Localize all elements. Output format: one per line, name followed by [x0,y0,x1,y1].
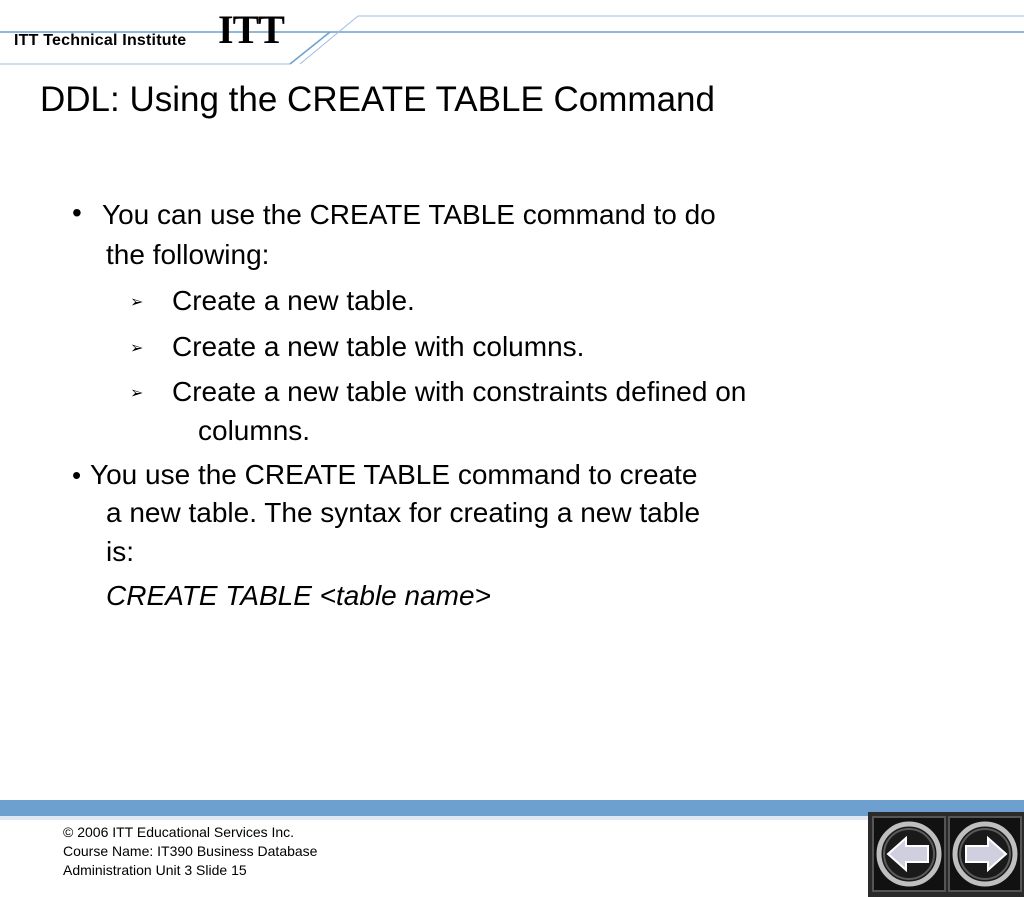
arrow-bullet-icon: ➢ [130,340,144,357]
sub-item-3: Create a new table with constraints defined on [172,376,747,407]
institute-name: ITT Technical Institute [14,32,187,49]
sub-item-1: Create a new table. [172,285,415,316]
copyright-text: © 2006 ITT Educational Services Inc. [63,824,295,840]
syntax-example: CREATE TABLE <table name> [106,580,491,611]
slide-footer [63,823,317,880]
bullet-dot: • [72,197,82,228]
sub-item-3-continued: columns. [198,415,311,446]
bullet2-line1: You use the CREATE TABLE command to create [90,459,698,490]
bullet-dot: • [72,460,82,490]
course-name: Course Name: IT390 Business Database [63,843,318,859]
bullet1-line2: the following: [106,239,270,270]
arrow-bullet-icon: ➢ [130,294,144,311]
unit-slide-number: Administration Unit 3 Slide 15 [63,862,247,878]
slide-title: DDL: Using the CREATE TABLE Command [40,80,715,119]
itt-logo: ITT [218,7,284,52]
arrow-right-icon [950,818,1020,890]
slide-navigation [868,812,1024,897]
sub-item-2: Create a new table with columns. [172,331,585,362]
previous-slide-button[interactable] [872,816,946,892]
arrow-bullet-icon: ➢ [130,385,144,402]
bullet2-line3: is: [106,536,134,567]
slide-header [0,0,1024,72]
bullet1-line1: You can use the CREATE TABLE command to do [102,199,716,230]
arrow-left-icon [874,818,944,890]
bullet2-line2: a new table. The syntax for creating a new table [106,497,701,528]
next-slide-button[interactable] [948,816,1022,892]
